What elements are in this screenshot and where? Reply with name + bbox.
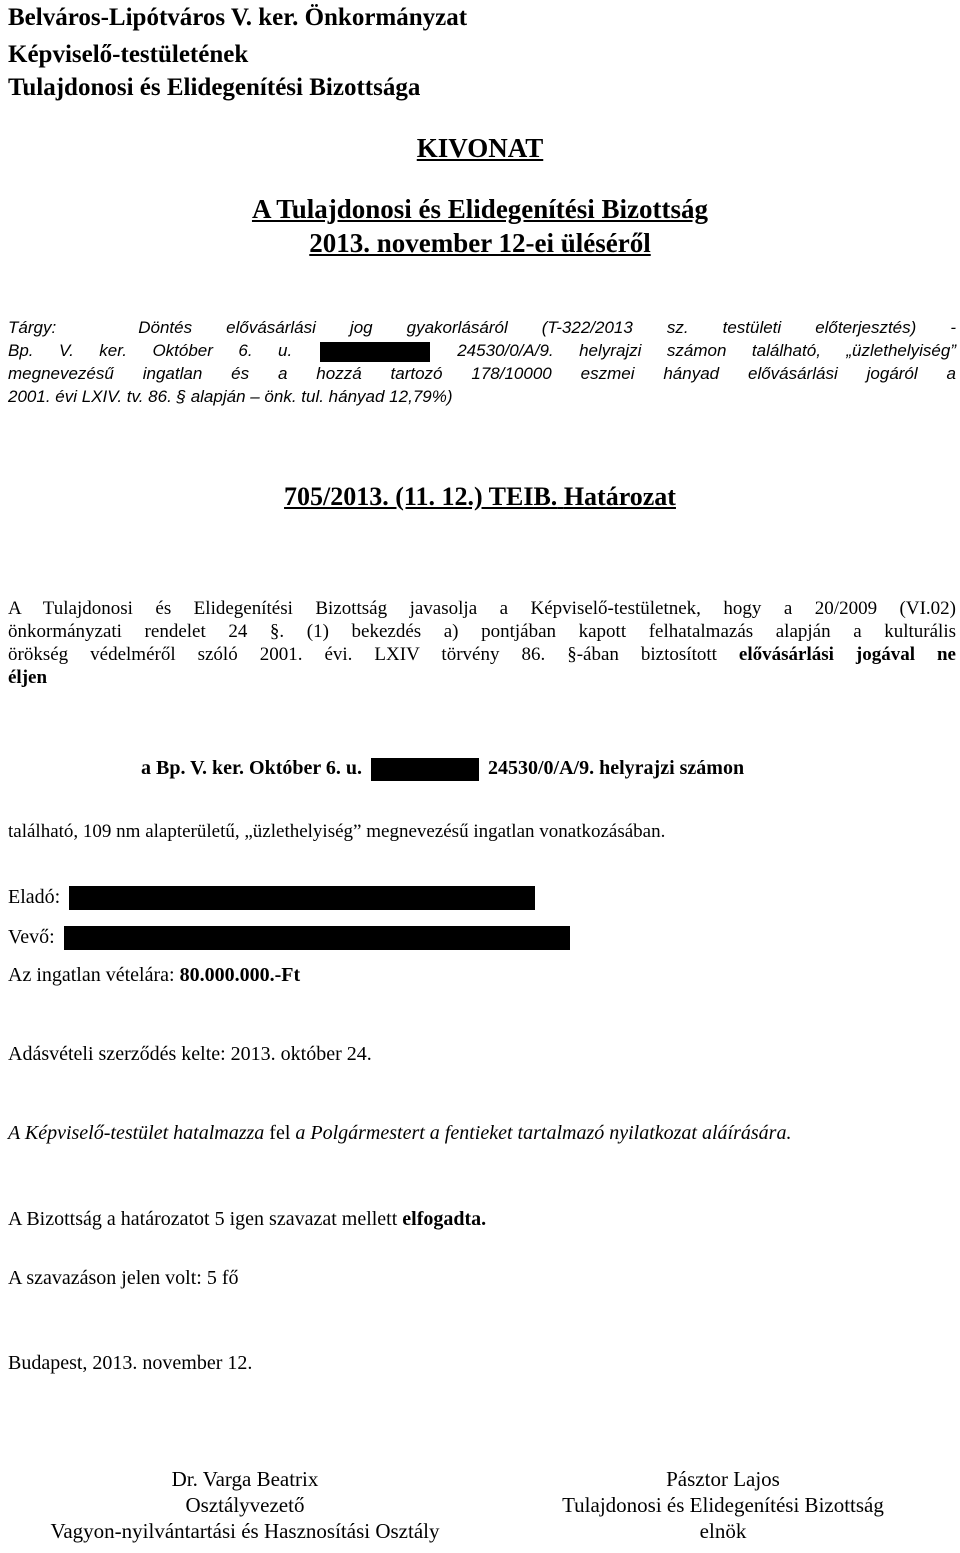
price-row [8,962,300,988]
property-line: a Bp. V. ker. Október 6. u. 24530/0/A/9. helyrajzi számon [141,757,745,779]
body-line-3: örökség védelméről szóló 2001. évi. LXIV törvény 86. §-ában biztosított elővásárlási jogával ne [8,644,956,665]
resolution-number: 705/2013. (11. 12.) TEIB. [284,482,558,511]
place-date: Budapest, 2013. november 12. [8,1352,253,1374]
seller-label: Eladó: [8,886,61,908]
resolution-word: Határozat [563,482,676,511]
subject-line-1 [8,316,956,339]
buyer-row [8,924,570,950]
signature-left [0,1466,490,1544]
subject-line-3: megnevezésű ingatlan és a hozzá tartozó 178/10000 eszmei hányad elővásárlási jogáról a [8,364,956,383]
seller-row [8,884,535,910]
signer-left-role: Osztályvezető [185,1493,305,1517]
resolution-body [8,597,956,689]
signer-left-unit: Vagyon-nyilvántartási és Hasznosítási Osztály [50,1519,440,1543]
signer-left-name: Dr. Varga Beatrix [171,1467,319,1491]
issuer-line-3: Tulajdonosi és Elidegenítési Bizottsága [8,74,421,101]
redacted-parcel-number [320,342,430,362]
redacted-buyer [64,926,570,950]
signer-right-name: Pásztor Lajos [666,1467,780,1491]
price-value: 80.000.000.-Ft [179,964,301,986]
resolution-heading [0,482,960,512]
price-label: Az ingatlan vételára: [8,964,175,986]
redacted-property-number [371,758,479,781]
body-line-4: éljen [8,667,48,688]
issuer-line-1: Belváros-Lipótváros V. ker. Önkormányzat [8,4,468,31]
vote-line: A Bizottság a határozatot 5 igen szavazat mellett elfogadta. [8,1208,487,1230]
decision-emphasis: elővásárlási jogával ne [738,644,956,665]
redacted-seller [69,886,535,910]
meeting-date-title: 2013. november 12-ei üléséről [309,228,651,258]
issuer-line-2: Képviselő-testületének [8,41,249,68]
subject-label: Tárgy: [8,318,57,337]
committee-title: A Tulajdonosi és Elidegenítési Bizottság [251,194,709,224]
subject-line-4: 2001. évi LXIV. tv. 86. § alapján – önk. tul. hányad 12,79%) [8,387,453,406]
buyer-label: Vevő: [8,926,55,948]
signer-right-role: Tulajdonosi és Elidegenítési Bizottság [562,1493,884,1517]
contract-date: Adásvételi szerződés kelte: 2013. október 24. [8,1043,372,1065]
signer-right-unit: elnök [699,1519,747,1543]
subject-block [8,316,956,408]
subject-text: Döntés elővásárlási jog gyakorlásáról (T-322/2013 sz. testületi előterjesztés) - [138,318,956,337]
body-line-1: A Tulajdonosi és Elidegenítési Bizottság javasolja a Képviselő-testületnek, hogy a 20/2009 (VI.02) [8,598,956,619]
body-line-2: önkormányzati rendelet 24 §. (1) bekezdés a) pontjában kapott felhatalmazás alapján a kulturális [8,621,956,642]
signature-right [498,1466,948,1544]
subject-line-2: Bp. V. ker. Október 6. u. 24530/0/A/9. helyrajzi számon található, „üzlethelyiség” [8,341,956,360]
location-line: található, 109 nm alapterületű, „üzlethelyiség” megnevezésű ingatlan vonatkozásában. [8,821,666,842]
authorization-line: A Képviselő-testület hatalmazza fel a Polgármestert a fentieket tartalmazó nyilatkozat aláírására. [8,1122,792,1144]
presence-line: A szavazáson jelen volt: 5 fő [8,1267,239,1289]
document-title: KIVONAT [416,133,544,163]
